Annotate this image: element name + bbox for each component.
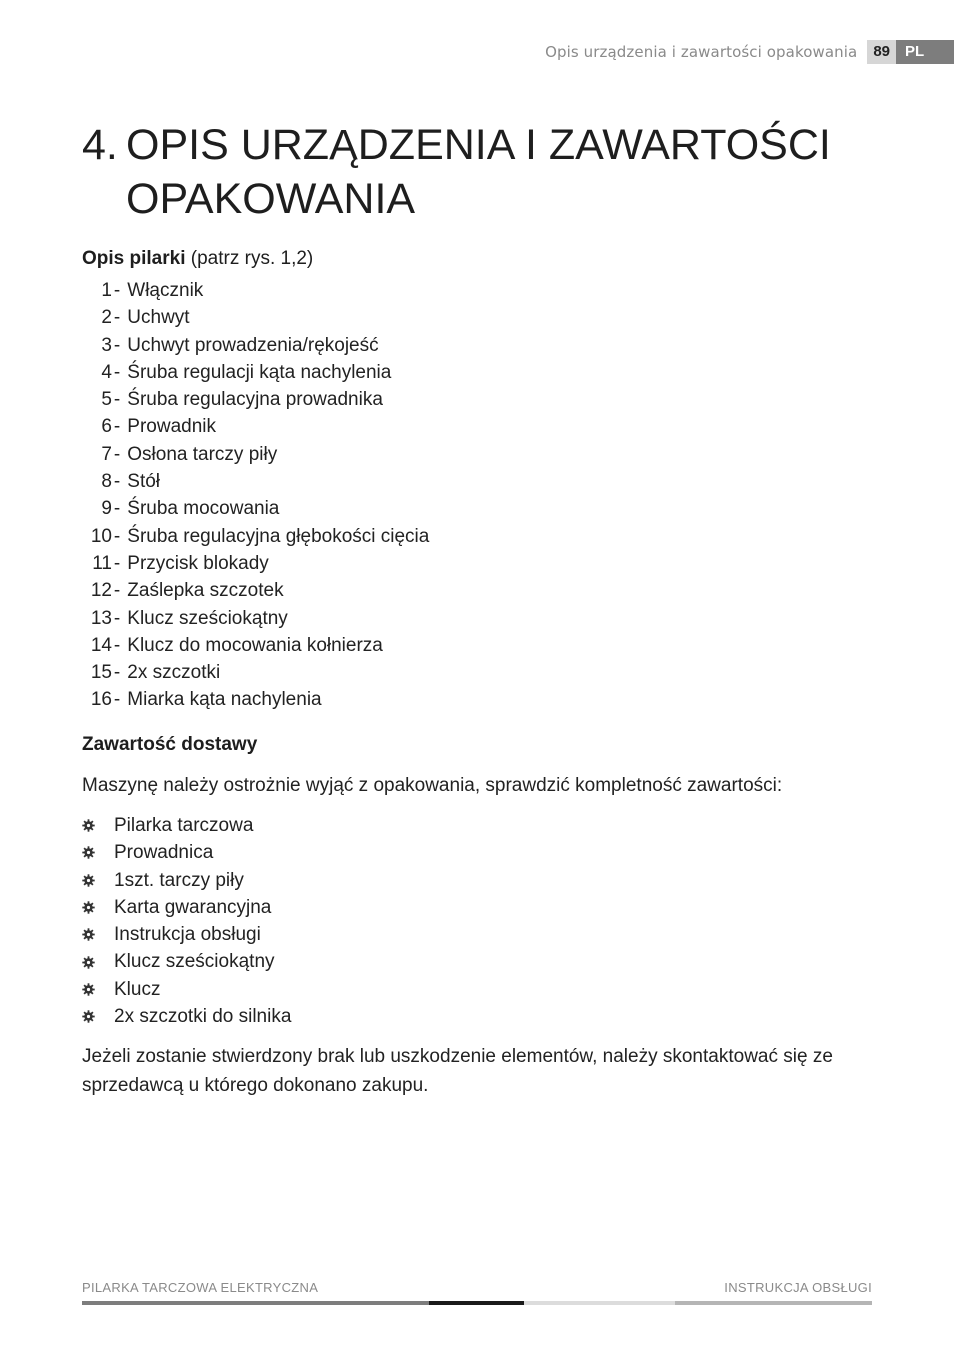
part-dash: - <box>113 307 121 329</box>
part-dash: - <box>113 443 121 465</box>
footer-product-name: PILARKA TARCZOWA ELEKTRYCZNA <box>82 1280 319 1295</box>
gear-bullet-icon <box>82 901 95 914</box>
part-dash: - <box>113 361 121 383</box>
parts-list <box>82 277 429 714</box>
part-label: Przycisk blokady <box>127 552 269 574</box>
page-number: 89 <box>867 40 896 64</box>
list-item <box>82 839 291 866</box>
part-number: 1 <box>101 280 112 301</box>
delivery-intro: Maszynę należy ostrożnie wyjąć z opakowania, sprawdzić kompletność zawartości: <box>82 775 783 796</box>
part-dash: - <box>113 389 121 411</box>
part-label: Śruba mocowania <box>127 498 280 520</box>
list-item <box>82 605 429 632</box>
part-dash: - <box>113 280 121 301</box>
part-number: 16 <box>90 689 112 711</box>
part-label: Uchwyt <box>127 307 190 329</box>
delivery-item-label: Klucz sześciokątny <box>114 951 275 973</box>
part-label: 2x szczotki <box>127 662 221 684</box>
list-item <box>82 523 429 550</box>
description-heading-note: (patrz rys. 1,2) <box>190 248 314 269</box>
part-label: Klucz do mocowania kołnierza <box>127 634 383 656</box>
list-item <box>82 277 429 304</box>
part-number: 12 <box>90 580 112 602</box>
part-label: Śruba regulacji kąta nachylenia <box>127 361 392 383</box>
part-label: Osłona tarczy piły <box>127 443 278 465</box>
chapter-number: 4. <box>82 121 118 169</box>
list-item <box>82 441 429 468</box>
part-label: Śruba regulacyjna prowadnika <box>127 389 383 411</box>
list-item <box>82 659 429 686</box>
delivery-heading-text: Zawartość dostawy <box>82 734 258 755</box>
part-label: Stół <box>127 471 161 493</box>
part-number: 8 <box>101 471 112 493</box>
part-number: 6 <box>101 416 112 438</box>
list-item <box>82 921 291 948</box>
delivery-item-label: Pilarka tarczowa <box>114 815 254 836</box>
part-dash: - <box>113 334 121 356</box>
list-item <box>82 386 429 413</box>
part-number: 9 <box>101 498 112 520</box>
delivery-item-label: Prowadnica <box>114 842 214 864</box>
part-dash: - <box>113 525 121 547</box>
gear-bullet-icon <box>82 846 95 859</box>
list-item <box>82 686 429 713</box>
list-item <box>82 976 291 1003</box>
delivery-item-label: 2x szczotki do silnika <box>114 1006 292 1028</box>
part-label: Włącznik <box>127 280 204 301</box>
list-item <box>82 812 291 839</box>
footer-bar-segment-mid <box>82 1301 429 1305</box>
part-dash: - <box>113 471 121 493</box>
part-dash: - <box>113 498 121 520</box>
list-item <box>82 1003 291 1030</box>
gear-bullet-icon <box>82 874 95 887</box>
list-item <box>82 413 429 440</box>
list-item <box>82 304 429 331</box>
delivery-heading <box>82 734 257 756</box>
list-item <box>82 948 291 975</box>
chapter-title-line1: OPIS URZĄDZENIA I ZAWARTOŚCI <box>126 121 831 169</box>
gear-bullet-icon <box>82 956 95 969</box>
list-item <box>82 495 429 522</box>
gear-bullet-icon <box>82 1010 95 1023</box>
part-number: 3 <box>101 334 112 356</box>
part-label: Śruba regulacyjna głębokości cięcia <box>127 525 430 547</box>
part-number: 10 <box>90 525 112 547</box>
footer-bar-segment-dark <box>429 1301 524 1305</box>
part-number: 5 <box>101 389 112 411</box>
list-item <box>82 632 429 659</box>
part-number: 15 <box>90 662 112 684</box>
description-heading-bold: Opis pilarki <box>82 248 186 269</box>
gear-bullet-icon <box>82 928 95 941</box>
part-dash: - <box>113 662 121 684</box>
header-title: Opis urządzenia i zawartości opakowania <box>545 43 858 61</box>
delivery-item-label: Klucz <box>114 978 161 1000</box>
part-number: 13 <box>90 607 112 629</box>
list-item <box>82 359 429 386</box>
list-item <box>82 577 429 604</box>
gear-bullet-icon <box>82 819 95 832</box>
chapter-title-line2: OPAKOWANIA <box>126 175 416 223</box>
list-item <box>82 550 429 577</box>
part-dash: - <box>113 634 121 656</box>
part-label: Miarka kąta nachylenia <box>127 689 322 711</box>
part-dash: - <box>113 416 121 438</box>
footer-bar-segment-grey <box>675 1301 872 1305</box>
footer-bar-segment-light <box>524 1301 675 1305</box>
part-label: Prowadnik <box>127 416 216 438</box>
part-number: 14 <box>90 634 112 656</box>
list-item <box>82 468 429 495</box>
chapter-title <box>82 118 902 226</box>
part-dash: - <box>113 607 121 629</box>
part-label: Uchwyt prowadzenia/rękojeść <box>127 334 379 356</box>
running-header <box>545 40 954 64</box>
part-label: Zaślepka szczotek <box>127 580 284 602</box>
part-dash: - <box>113 689 121 711</box>
list-item <box>82 332 429 359</box>
part-number: 11 <box>92 552 112 574</box>
part-number: 7 <box>101 443 112 465</box>
delivery-contents-list <box>82 812 291 1030</box>
gear-bullet-icon <box>82 983 95 996</box>
language-tag: PL <box>896 40 954 64</box>
delivery-item-label: 1szt. tarczy piły <box>114 869 244 891</box>
list-item <box>82 867 291 894</box>
delivery-item-label: Instrukcja obsługi <box>114 924 261 946</box>
delivery-item-label: Karta gwarancyjna <box>114 896 272 918</box>
description-heading <box>82 248 313 270</box>
footer-bar <box>82 1301 872 1305</box>
part-label: Klucz sześciokątny <box>127 607 288 629</box>
part-number: 2 <box>101 307 112 329</box>
footer-manual-label: INSTRUKCJA OBSŁUGI <box>724 1280 872 1295</box>
delivery-note: Jeżeli zostanie stwierdzony brak lub uszkodzenie elementów, należy skontaktować się ze sprzedawcą u którego dokonano zakupu. <box>82 1046 833 1096</box>
list-item <box>82 894 291 921</box>
part-dash: - <box>113 580 121 602</box>
part-number: 4 <box>101 361 112 383</box>
part-dash: - <box>113 552 121 574</box>
